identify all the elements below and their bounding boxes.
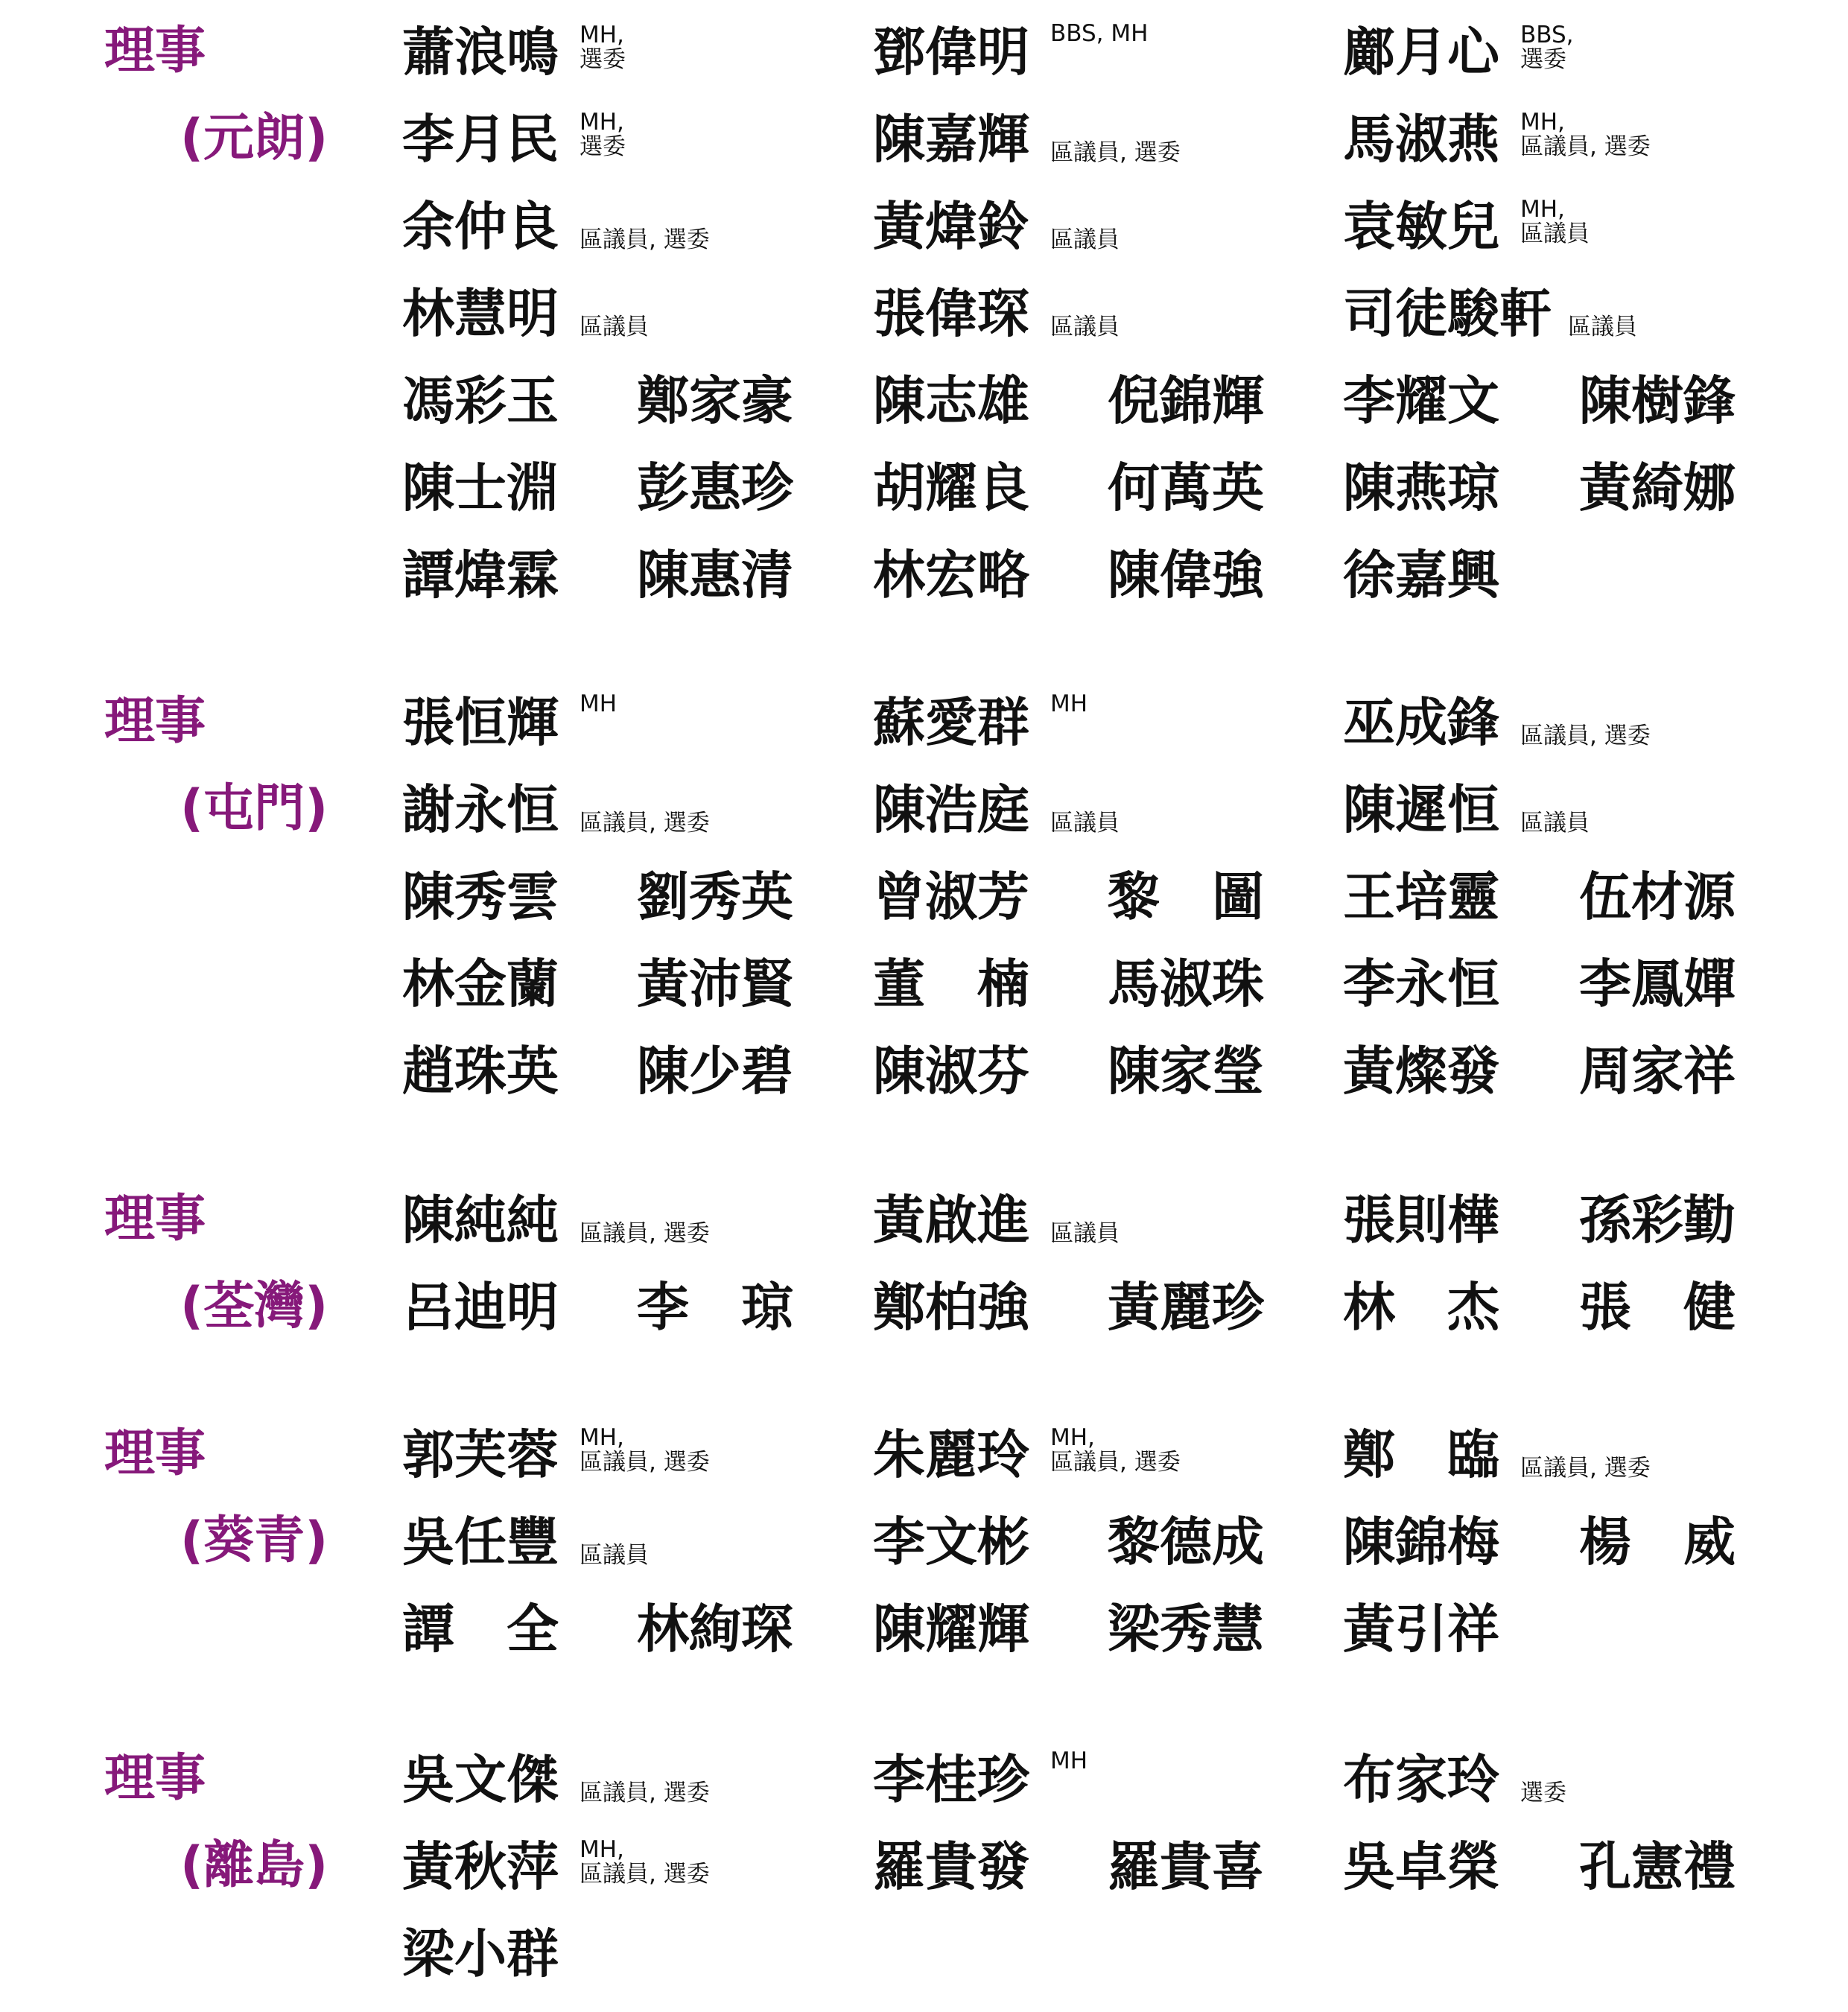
person-name: 孫彩勤 — [1579, 1190, 1736, 1251]
person-name: 何萬英 — [1108, 457, 1264, 518]
annotation-line-2: 區議員, 選委 — [1520, 133, 1651, 160]
person-name: 黎德成 — [1108, 1511, 1264, 1573]
person-name-text: 鄧偉明 — [873, 22, 1029, 83]
section-district-label: (葵青) — [180, 1511, 328, 1570]
person-name: 張則樺 — [1343, 1190, 1499, 1251]
person-name: 黃綺娜 — [1579, 457, 1736, 518]
annotation-line-1: MH, — [1520, 109, 1565, 136]
person-name — [1343, 109, 1499, 170]
section-district-label: (屯門) — [180, 779, 328, 838]
section-role-label: 理事 — [104, 22, 206, 80]
title-annotation — [1050, 1749, 1087, 1774]
person-name: 孔憲禮 — [1579, 1836, 1736, 1897]
person-name: 馬淑珠 — [1108, 953, 1264, 1015]
title-annotation — [580, 110, 626, 159]
person-name — [1343, 1424, 1499, 1485]
person-name: 陳少碧 — [637, 1041, 793, 1102]
person-name: 譚煒霖 — [402, 545, 559, 606]
annotation-line-2: 區議員 — [1050, 810, 1120, 837]
person-name: 彭惠珍 — [637, 457, 793, 518]
person-name — [402, 1190, 559, 1251]
person-name — [1343, 283, 1552, 344]
title-annotation — [1050, 22, 1148, 46]
annotation-line-1: MH, — [1050, 1424, 1095, 1451]
section-role-label: 理事 — [104, 1190, 206, 1248]
person-name-text: 陳浩庭 — [873, 779, 1029, 840]
person-name — [1343, 1749, 1499, 1810]
person-name — [402, 1424, 559, 1485]
person-name-text: 鄺月心 — [1343, 22, 1499, 83]
person-name — [873, 1190, 1029, 1251]
person-name — [402, 692, 559, 753]
title-annotation — [1520, 110, 1651, 159]
annotation-line-2: 區議員 — [1050, 1220, 1120, 1247]
title-annotation — [580, 23, 626, 72]
person-name-text: 張恒輝 — [402, 692, 559, 753]
annotation-line-2: 區議員, 選委 — [580, 1448, 710, 1476]
annotation-line-2: 區議員 — [1520, 220, 1590, 247]
person-name: 陳耀輝 — [873, 1599, 1029, 1660]
title-annotation — [1050, 228, 1120, 253]
person-name-text: 黃煒鈴 — [873, 196, 1029, 257]
title-annotation — [1050, 1222, 1120, 1246]
person-name — [873, 196, 1029, 257]
person-name-text: 李桂珍 — [873, 1749, 1029, 1810]
person-name: 伍材源 — [1579, 866, 1736, 927]
title-annotation — [580, 1426, 710, 1474]
person-name: 黃引祥 — [1343, 1599, 1499, 1660]
title-annotation — [1050, 692, 1087, 717]
section-district-label: (離島) — [180, 1836, 328, 1895]
person-name-text: 黃啟進 — [873, 1190, 1029, 1251]
person-name: 陳志雄 — [873, 370, 1029, 431]
person-name: 李永恒 — [1343, 953, 1499, 1015]
annotation-line-2: 選委 — [1520, 1780, 1566, 1806]
person-name: 羅貴發 — [873, 1836, 1029, 1897]
person-name: 呂迪明 — [402, 1277, 559, 1338]
person-name: 倪錦輝 — [1108, 370, 1264, 431]
annotation-line-2: 區議員, 選委 — [1520, 1455, 1651, 1482]
annotation-line-1: MH, — [580, 1836, 624, 1863]
title-annotation — [1050, 1426, 1181, 1474]
person-name-text: 馬淑燕 — [1343, 109, 1499, 170]
title-annotation — [1050, 811, 1120, 836]
annotation-line-2: 區議員 — [580, 1542, 649, 1569]
section-role-label: 理事 — [104, 692, 206, 751]
annotation-line-1: MH, — [580, 1424, 624, 1451]
person-name: 羅貴喜 — [1108, 1836, 1264, 1897]
person-name-text: 陳純純 — [402, 1190, 559, 1251]
title-annotation — [1520, 724, 1651, 749]
person-name: 陳惠清 — [637, 545, 793, 606]
person-name-text: 朱麗玲 — [873, 1424, 1029, 1485]
annotation-line-2: 區議員 — [1568, 314, 1637, 340]
person-name: 林宏略 — [873, 545, 1029, 606]
person-name: 鄭家豪 — [637, 370, 793, 431]
person-name — [402, 22, 559, 83]
person-name-text: 司徒駿軒 — [1343, 283, 1552, 344]
title-annotation — [1520, 811, 1590, 836]
person-name-text: 蘇愛群 — [873, 692, 1029, 753]
title-annotation — [580, 228, 710, 253]
section-district-label: (元朗) — [180, 109, 328, 168]
person-name: 王培靈 — [1343, 866, 1499, 927]
person-name: 陳淑芬 — [873, 1041, 1029, 1102]
person-name: 周家祥 — [1579, 1041, 1736, 1102]
person-name: 梁小群 — [402, 1923, 559, 1984]
annotation-line-2: 區議員, 選委 — [1520, 723, 1651, 749]
person-name: 陳偉強 — [1108, 545, 1264, 606]
person-name: 林 杰 — [1343, 1277, 1499, 1338]
person-name: 張 健 — [1579, 1277, 1736, 1338]
annotation-line-2: 區議員, 選委 — [580, 1860, 710, 1888]
person-name: 林金蘭 — [402, 953, 559, 1015]
person-name — [402, 1511, 559, 1573]
person-name-text: 鄭 臨 — [1343, 1424, 1499, 1485]
annotation-line-1: MH, — [580, 109, 624, 136]
person-name: 李耀文 — [1343, 370, 1499, 431]
person-name-text: 林慧明 — [402, 283, 559, 344]
section-district-label: (荃灣) — [180, 1277, 328, 1336]
title-annotation — [1520, 197, 1590, 246]
person-name: 曾淑芳 — [873, 866, 1029, 927]
annotation-line-2: 區議員, 選委 — [580, 226, 710, 253]
title-annotation — [580, 1838, 710, 1886]
person-name: 李文彬 — [873, 1511, 1029, 1573]
person-name — [1343, 22, 1499, 83]
annotation-line-1: BBS, — [1520, 22, 1574, 48]
person-name: 陳家瑩 — [1108, 1041, 1264, 1102]
section-role-label: 理事 — [104, 1424, 206, 1483]
person-name — [873, 22, 1029, 83]
annotation-line-1: MH — [580, 691, 617, 717]
annotation-line-2: 區議員, 選委 — [580, 1780, 710, 1806]
person-name-text: 李月民 — [402, 109, 559, 170]
title-annotation — [580, 692, 617, 717]
annotation-line-2: 選委 — [580, 45, 626, 73]
person-name-text: 謝永恒 — [402, 779, 559, 840]
person-name-text: 陳遲恒 — [1343, 779, 1499, 840]
title-annotation — [1050, 141, 1181, 165]
title-annotation — [1520, 1456, 1651, 1481]
person-name: 李 琼 — [637, 1277, 793, 1338]
annotation-line-2: 區議員 — [1050, 314, 1120, 340]
annotation-line-2: 區議員 — [580, 314, 649, 340]
annotation-line-2: 選委 — [580, 133, 626, 160]
person-name: 陳樹鋒 — [1579, 370, 1736, 431]
person-name: 陳燕琼 — [1343, 457, 1499, 518]
person-name-text: 巫成鋒 — [1343, 692, 1499, 753]
person-name: 董 楠 — [873, 953, 1029, 1015]
title-annotation — [1568, 315, 1637, 340]
person-name — [402, 779, 559, 840]
person-name: 李鳳嬋 — [1579, 953, 1736, 1015]
person-name: 劉秀英 — [637, 866, 793, 927]
person-name-text: 袁敏兒 — [1343, 196, 1499, 257]
title-annotation — [580, 811, 710, 836]
person-name — [1343, 779, 1499, 840]
annotation-line-1: MH — [1050, 1748, 1088, 1774]
person-name — [402, 1836, 559, 1897]
person-name-text: 余仲良 — [402, 196, 559, 257]
person-name: 黃麗珍 — [1108, 1277, 1264, 1338]
person-name-text: 蕭浪鳴 — [402, 22, 559, 83]
annotation-line-2: 區議員, 選委 — [1050, 1448, 1181, 1476]
person-name: 吳卓榮 — [1343, 1836, 1499, 1897]
annotation-line-1: MH, — [580, 22, 624, 48]
person-name — [873, 283, 1029, 344]
person-name: 陳秀雲 — [402, 866, 559, 927]
person-name — [873, 692, 1029, 753]
annotation-line-2: 區議員, 選委 — [1050, 139, 1181, 166]
person-name — [402, 283, 559, 344]
person-name — [873, 779, 1029, 840]
person-name: 陳錦梅 — [1343, 1511, 1499, 1573]
person-name — [402, 109, 559, 170]
title-annotation — [1520, 23, 1574, 72]
person-name — [402, 1749, 559, 1810]
title-annotation — [580, 1543, 649, 1568]
person-name — [1343, 196, 1499, 257]
section-role-label: 理事 — [104, 1749, 206, 1808]
person-name: 陳士淵 — [402, 457, 559, 518]
person-name-text: 布家玲 — [1343, 1749, 1499, 1810]
annotation-line-2: 區議員 — [1520, 810, 1590, 837]
person-name: 胡耀良 — [873, 457, 1029, 518]
person-name: 梁秀慧 — [1108, 1599, 1264, 1660]
annotation-line-1: MH, — [1520, 196, 1565, 223]
person-name — [1343, 692, 1499, 753]
person-name-text: 黃秋萍 — [402, 1836, 559, 1897]
annotation-line-1: BBS, MH — [1050, 20, 1149, 47]
annotation-line-2: 區議員, 選委 — [580, 810, 710, 837]
person-name-text: 吳文傑 — [402, 1749, 559, 1810]
title-annotation — [580, 1781, 710, 1806]
annotation-line-2: 區議員 — [1050, 226, 1120, 253]
person-name-text: 郭芙蓉 — [402, 1424, 559, 1485]
person-name: 黃燦發 — [1343, 1041, 1499, 1102]
person-name — [873, 1749, 1029, 1810]
title-annotation — [580, 1222, 710, 1246]
title-annotation — [580, 315, 649, 340]
title-annotation — [1520, 1781, 1566, 1806]
annotation-line-1: MH — [1050, 691, 1088, 717]
person-name: 黃沛賢 — [637, 953, 793, 1015]
person-name — [402, 196, 559, 257]
person-name: 徐嘉興 — [1343, 545, 1499, 606]
person-name: 趙珠英 — [402, 1041, 559, 1102]
person-name: 林絢琛 — [637, 1599, 793, 1660]
person-name: 楊 威 — [1579, 1511, 1736, 1573]
person-name: 黎 圖 — [1108, 866, 1264, 927]
person-name — [873, 109, 1029, 170]
person-name: 鄭柏強 — [873, 1277, 1029, 1338]
person-name-text: 張偉琛 — [873, 283, 1029, 344]
annotation-line-2: 區議員, 選委 — [580, 1220, 710, 1247]
title-annotation — [1050, 315, 1120, 340]
person-name: 譚 全 — [402, 1599, 559, 1660]
person-name — [873, 1424, 1029, 1485]
annotation-line-2: 選委 — [1520, 45, 1566, 73]
person-name-text: 吳任豐 — [402, 1511, 559, 1573]
person-name: 馮彩玉 — [402, 370, 559, 431]
person-name-text: 陳嘉輝 — [873, 109, 1029, 170]
